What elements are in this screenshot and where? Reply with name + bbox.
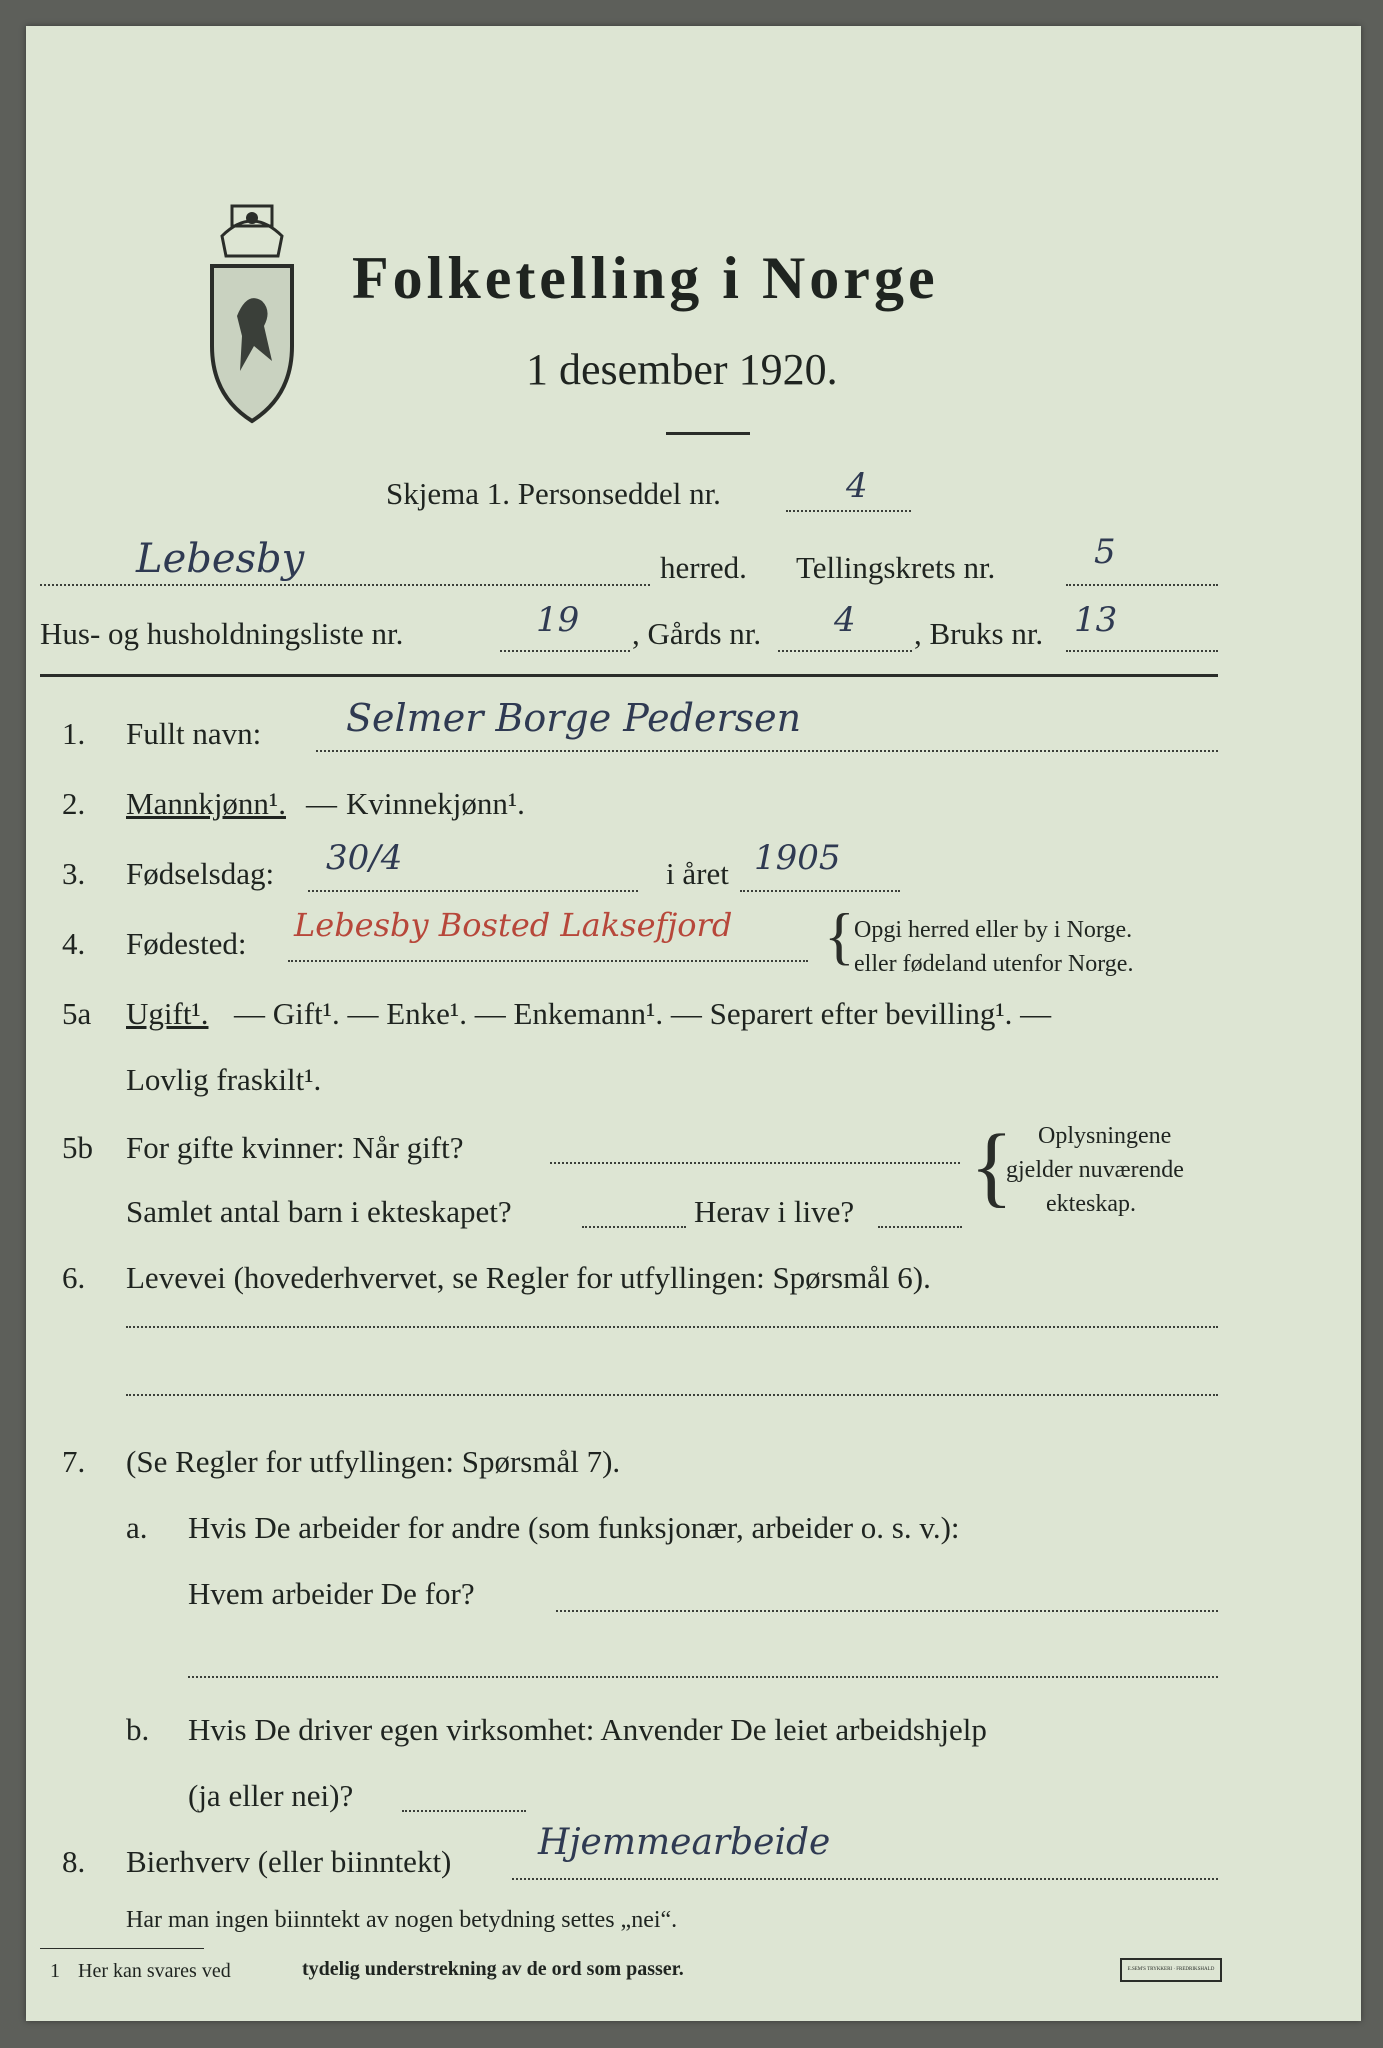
q5b-children-line <box>582 1226 686 1228</box>
birthplace-value[interactable]: Lebesby Bosted Laksefjord <box>294 906 733 944</box>
personseddel-value[interactable]: 4 <box>846 466 868 506</box>
bruks-line <box>1066 650 1218 652</box>
q7b-text: Hvis De driver egen virksomhet: Anvender De leiet arbeidshjelp <box>188 1712 987 1747</box>
birth-year-value[interactable]: 1905 <box>754 838 841 878</box>
q4-note-line2: eller fødeland utenfor Norge. <box>854 951 1134 977</box>
q5a-number: 5a <box>62 996 92 1031</box>
q7a-line2[interactable] <box>188 1676 1218 1678</box>
q5b-note2: gjelder nuværende <box>1006 1157 1184 1183</box>
q6-line2[interactable] <box>126 1394 1218 1396</box>
bruks-value[interactable]: 13 <box>1074 600 1118 640</box>
q6-number: 6. <box>62 1260 86 1295</box>
form-title: Folketelling i Norge <box>352 245 939 311</box>
q5b-number: 5b <box>62 1130 93 1165</box>
full-name-value[interactable]: Selmer Borge Pedersen <box>346 696 802 740</box>
q2-female-option[interactable]: Kvinnekjønn¹. <box>346 786 525 821</box>
side-income-value[interactable]: Hjemmearbeide <box>538 1822 831 1863</box>
q4-brace: { <box>824 900 855 971</box>
q3-year-label: i året <box>666 856 729 891</box>
q5b-alive-line <box>878 1226 962 1228</box>
q3-number: 3. <box>62 856 86 891</box>
q7b-line[interactable] <box>402 1810 526 1812</box>
title-divider <box>666 432 750 435</box>
q8-number: 8. <box>62 1844 86 1879</box>
tellingskrets-line <box>1066 584 1218 586</box>
q6-label: Levevei (hovederhvervet, se Regler for utfyllingen: Spørsmål 6). <box>126 1260 931 1295</box>
herred-value[interactable]: Lebesby <box>136 536 305 582</box>
herred-line <box>40 584 650 586</box>
q1-label: Fullt navn: <box>126 716 262 751</box>
q7a-text: Hvis De arbeider for andre (som funksjonær, arbeider o. s. v.): <box>188 1510 960 1545</box>
skjema-label: Skjema 1. Personseddel nr. <box>386 476 721 511</box>
q7b-letter: b. <box>126 1712 150 1747</box>
q2-number: 2. <box>62 786 86 821</box>
q3-year-line <box>740 890 900 892</box>
q7a-line1[interactable] <box>556 1610 1218 1612</box>
husliste-line <box>500 650 630 652</box>
bruks-label: , Bruks nr. <box>914 616 1044 651</box>
herred-label: herred. <box>660 550 747 585</box>
q4-line <box>288 960 808 962</box>
q2-separator: — <box>306 786 337 821</box>
q8-label: Bierhverv (eller biinntekt) <box>126 1844 452 1879</box>
personseddel-line <box>786 510 911 512</box>
header-rule <box>40 674 1218 677</box>
q5a-ugift-option[interactable]: Ugift¹. <box>126 996 209 1031</box>
coat-of-arms-icon <box>192 196 312 436</box>
q5b-alive-label: Herav i live? <box>694 1194 855 1229</box>
tellingskrets-value[interactable]: 5 <box>1094 532 1116 572</box>
q1-line <box>316 750 1218 752</box>
printer-stamp: E.SEM'S TRYKKERI · FREDRIKSHALD <box>1120 1958 1222 1982</box>
q3-line <box>308 890 638 892</box>
q4-note-line1: Opgi herred eller by i Norge. <box>854 917 1133 943</box>
q5b-children-label: Samlet antal barn i ekteskapet? <box>126 1194 512 1229</box>
nei-note: Har man ingen biinntekt av nogen betydning settes „nei“. <box>126 1907 678 1933</box>
q5a-other-options[interactable]: — Gift¹. — Enke¹. — Enkemann¹. — Separert efter bevilling¹. — <box>234 996 1052 1031</box>
census-date: 1 desember 1920. <box>526 345 838 394</box>
q7b-question: (ja eller nei)? <box>188 1778 354 1813</box>
q5b-note3: ekteskap. <box>1046 1191 1136 1217</box>
footnote-text-b: tydelig understrekning av de ord som passer. <box>302 1958 684 1980</box>
q3-label: Fødselsdag: <box>126 856 275 891</box>
footnote-mark: 1 <box>50 1960 60 1982</box>
footnote-text-a: Her kan svares ved <box>78 1960 231 1982</box>
q1-number: 1. <box>62 716 86 751</box>
birthday-value[interactable]: 30/4 <box>326 838 403 878</box>
q8-line <box>512 1878 1218 1880</box>
husliste-value[interactable]: 19 <box>536 600 580 640</box>
q7a-question: Hvem arbeider De for? <box>188 1576 475 1611</box>
q7-number: 7. <box>62 1444 86 1479</box>
gards-value[interactable]: 4 <box>834 600 856 640</box>
q5b-note1: Oplysningene <box>1038 1123 1172 1149</box>
gards-label: , Gårds nr. <box>632 616 762 651</box>
census-form-sheet <box>26 26 1361 2021</box>
gards-line <box>778 650 912 652</box>
q5b-line1: For gifte kvinner: Når gift? <box>126 1130 464 1165</box>
tellingskrets-label: Tellingskrets nr. <box>796 550 996 585</box>
q2-male-option[interactable]: Mannkjønn¹. <box>126 786 286 821</box>
footnote-rule <box>40 1948 204 1949</box>
q7-label: (Se Regler for utfyllingen: Spørsmål 7). <box>126 1444 621 1479</box>
q5b-married-line <box>550 1162 960 1164</box>
q4-label: Fødested: <box>126 926 247 961</box>
q6-line1[interactable] <box>126 1326 1218 1328</box>
husliste-label: Hus- og husholdningsliste nr. <box>40 616 404 651</box>
q4-number: 4. <box>62 926 86 961</box>
q5a-fraskilt-option[interactable]: Lovlig fraskilt¹. <box>126 1062 322 1097</box>
q5b-brace: { <box>970 1117 1014 1216</box>
q7a-letter: a. <box>126 1510 148 1545</box>
